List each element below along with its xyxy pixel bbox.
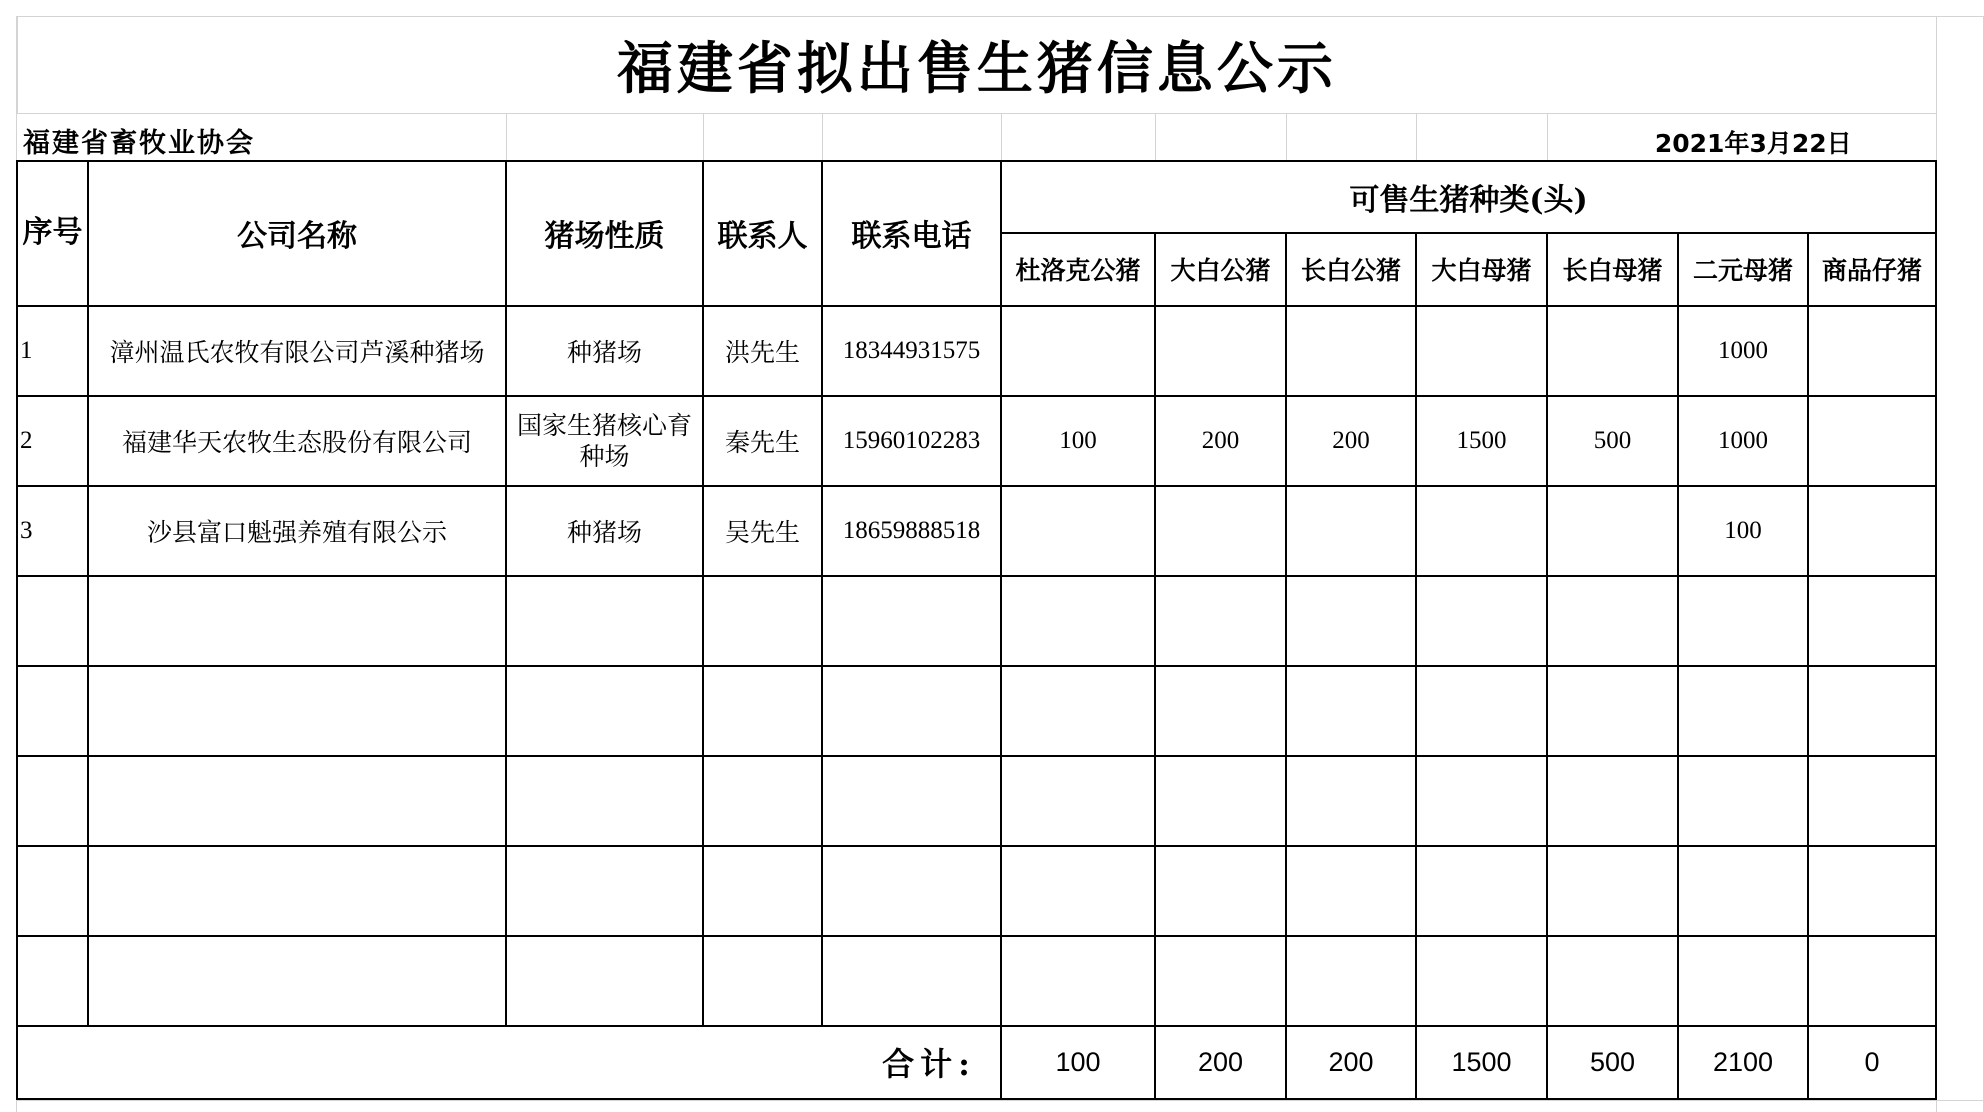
cell-contact: 洪先生	[703, 306, 822, 396]
total-row	[17, 1026, 1936, 1099]
empty-cell	[1416, 846, 1547, 936]
empty-cell	[1547, 576, 1678, 666]
cell-count: 500	[1547, 396, 1678, 486]
empty-cell	[703, 756, 822, 846]
empty-cell	[506, 666, 703, 756]
cell-count	[1416, 306, 1547, 396]
table-row	[17, 486, 1936, 576]
header-type-commercial-piglet: 商品仔猪	[1808, 233, 1936, 306]
empty-cell	[1286, 846, 1416, 936]
cell-count: 200	[1286, 396, 1416, 486]
header-company: 公司名称	[88, 161, 506, 306]
header-contact: 联系人	[703, 161, 822, 306]
empty-cell	[17, 756, 88, 846]
empty-cell	[1286, 936, 1416, 1026]
cell-count	[1808, 396, 1936, 486]
empty-cell	[1678, 576, 1808, 666]
blank-cell	[506, 114, 703, 161]
cell-count: 100	[1001, 396, 1155, 486]
cell-contact: 秦先生	[703, 396, 822, 486]
cell-count	[1155, 486, 1286, 576]
cell-count	[1808, 486, 1936, 576]
empty-cell	[703, 666, 822, 756]
cell-farm-type: 种猪场	[506, 486, 703, 576]
empty-cell	[1808, 666, 1936, 756]
cell-count	[1286, 486, 1416, 576]
cell-farm-type: 种猪场	[506, 306, 703, 396]
cell-phone: 15960102283	[822, 396, 1001, 486]
cell-company: 沙县富口魁强养殖有限公示	[88, 486, 506, 576]
empty-cell	[506, 846, 703, 936]
empty-row	[17, 576, 1936, 666]
empty-cell	[17, 846, 88, 936]
empty-cell	[88, 846, 506, 936]
empty-row	[17, 756, 1936, 846]
header-type-landrace-sow: 长白母猪	[1547, 233, 1678, 306]
cell-count: 100	[1678, 486, 1808, 576]
cell-seq: 2	[17, 396, 88, 486]
header-farm-type: 猪场性质	[506, 161, 703, 306]
empty-cell	[703, 846, 822, 936]
table-row	[17, 396, 1936, 486]
empty-cell	[1678, 936, 1808, 1026]
cell-company: 漳州温氏农牧有限公司芦溪种猪场	[88, 306, 506, 396]
total-value: 200	[1155, 1026, 1286, 1099]
cell-contact: 吴先生	[703, 486, 822, 576]
empty-cell	[506, 936, 703, 1026]
empty-cell	[1678, 666, 1808, 756]
blank-cell	[822, 114, 1001, 161]
total-value: 0	[1808, 1026, 1936, 1099]
empty-cell	[1808, 936, 1936, 1026]
empty-row	[17, 666, 1936, 756]
empty-row	[17, 846, 1936, 936]
header-type-landrace-boar: 长白公猪	[1286, 233, 1416, 306]
empty-cell	[822, 846, 1001, 936]
empty-cell	[1001, 936, 1155, 1026]
empty-cell	[1416, 756, 1547, 846]
cell-count	[1001, 486, 1155, 576]
cell-phone: 18659888518	[822, 486, 1001, 576]
empty-cell	[1286, 666, 1416, 756]
header-type-large-white-sow: 大白母猪	[1416, 233, 1547, 306]
empty-cell	[1547, 936, 1678, 1026]
empty-cell	[1547, 666, 1678, 756]
header-type-large-white-boar: 大白公猪	[1155, 233, 1286, 306]
empty-cell	[1001, 756, 1155, 846]
total-value: 200	[1286, 1026, 1416, 1099]
empty-cell	[1286, 576, 1416, 666]
empty-cell	[17, 576, 88, 666]
empty-cell	[1001, 576, 1155, 666]
total-value: 2100	[1678, 1026, 1808, 1099]
empty-cell	[1286, 756, 1416, 846]
empty-cell	[17, 666, 88, 756]
page-title: 福建省拟出售生猪信息公示	[17, 17, 1936, 114]
table-row	[17, 306, 1936, 396]
empty-cell	[1155, 936, 1286, 1026]
total-value: 500	[1547, 1026, 1678, 1099]
empty-cell	[1808, 846, 1936, 936]
empty-cell	[88, 666, 506, 756]
blank-cell	[1286, 114, 1416, 161]
header-phone: 联系电话	[822, 161, 1001, 306]
cell-count	[1547, 306, 1678, 396]
empty-cell	[822, 756, 1001, 846]
empty-cell	[1678, 846, 1808, 936]
empty-cell	[1416, 576, 1547, 666]
cell-farm-type: 国家生猪核心育种场	[506, 396, 703, 486]
publish-date: 2021年3月22日	[1547, 114, 1936, 161]
empty-cell	[1001, 666, 1155, 756]
empty-cell	[822, 936, 1001, 1026]
empty-cell	[1416, 936, 1547, 1026]
empty-cell	[506, 756, 703, 846]
empty-cell	[1547, 846, 1678, 936]
empty-cell	[822, 576, 1001, 666]
empty-cell	[1808, 576, 1936, 666]
empty-cell	[88, 576, 506, 666]
empty-row	[17, 936, 1936, 1026]
pig-sale-info-sheet	[16, 16, 1937, 1100]
blank-cell	[1001, 114, 1155, 161]
blank-cell	[1155, 114, 1286, 161]
empty-cell	[1416, 666, 1547, 756]
total-label: 合计:	[17, 1026, 1001, 1099]
empty-cell	[822, 666, 1001, 756]
header-type-crossbred-sow: 二元母猪	[1678, 233, 1808, 306]
empty-cell	[703, 576, 822, 666]
cell-count	[1416, 486, 1547, 576]
empty-cell	[506, 576, 703, 666]
organization-name: 福建省畜牧业协会	[17, 114, 506, 161]
header-pig-types-group: 可售生猪种类(头)	[1001, 161, 1936, 233]
total-value: 1500	[1416, 1026, 1547, 1099]
cell-count	[1001, 306, 1155, 396]
total-value: 100	[1001, 1026, 1155, 1099]
blank-cell	[703, 114, 822, 161]
cell-count: 200	[1155, 396, 1286, 486]
cell-count	[1155, 306, 1286, 396]
cell-count: 1000	[1678, 396, 1808, 486]
empty-cell	[1547, 756, 1678, 846]
empty-cell	[1155, 756, 1286, 846]
cell-count: 1500	[1416, 396, 1547, 486]
empty-cell	[1155, 666, 1286, 756]
header-seq: 序号	[17, 161, 88, 306]
cell-count	[1286, 306, 1416, 396]
empty-cell	[1808, 756, 1936, 846]
empty-cell	[1155, 576, 1286, 666]
cell-count: 1000	[1678, 306, 1808, 396]
empty-cell	[17, 936, 88, 1026]
header-type-duroc-boar: 杜洛克公猪	[1001, 233, 1155, 306]
empty-cell	[1001, 846, 1155, 936]
cell-count	[1808, 306, 1936, 396]
blank-cell	[1416, 114, 1547, 161]
empty-cell	[703, 936, 822, 1026]
cell-count	[1547, 486, 1678, 576]
cell-seq: 1	[17, 306, 88, 396]
cell-company: 福建华天农牧生态股份有限公司	[88, 396, 506, 486]
empty-cell	[1155, 846, 1286, 936]
empty-cell	[1678, 756, 1808, 846]
empty-cell	[88, 756, 506, 846]
empty-cell	[88, 936, 506, 1026]
cell-seq: 3	[17, 486, 88, 576]
cell-phone: 18344931575	[822, 306, 1001, 396]
